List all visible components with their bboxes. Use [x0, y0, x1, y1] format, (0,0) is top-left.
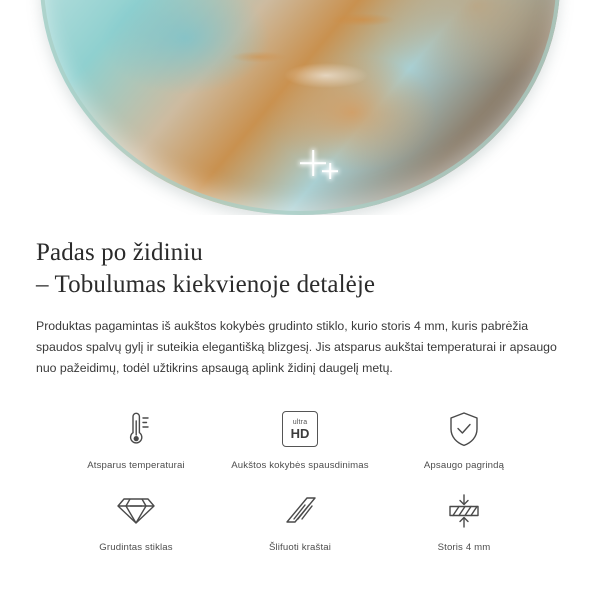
glass-plate-image: [40, 0, 560, 215]
hero-image: [0, 0, 600, 215]
feature-label: Grudintas stiklas: [99, 542, 173, 554]
content-block: [0, 215, 600, 553]
feature-item-polished-edges: [218, 487, 382, 553]
feature-item-print-quality: [218, 405, 382, 471]
shield-check-icon: [437, 405, 491, 453]
body-paragraph: Produktas pagamintas iš aukštos kokybės grudinto stiklo, kurio storis 4 mm, kuris pabrėžia spaudos spalvų gylį ir suteikia elegantišką blizgesį. Jis atsparus aukštai temperaturai ir apsaugo nuo pažeidimų, todėl užtikrins apsaugą aplink židinį daugelį metų.: [36, 319, 557, 376]
feature-label: Atsparus temperaturai: [87, 460, 185, 472]
feature-grid: [36, 405, 564, 553]
feature-label: Apsaugo pagrindą: [423, 460, 505, 472]
page-title: [36, 237, 564, 300]
ultra-hd-badge-icon: [273, 405, 327, 453]
headline-line-2: – Tobulumas kiekvienoje detalėje: [36, 270, 376, 298]
hd-badge: [282, 411, 318, 447]
polished-edge-icon: [273, 487, 327, 535]
feature-label: Šlifuoti kraštai: [268, 542, 332, 554]
feature-label: Aukštos kokybės spausdinimas: [231, 460, 369, 472]
headline-line-1: Padas po židiniu: [36, 239, 203, 266]
feature-item-surface-protection: [382, 405, 546, 471]
feature-item-thickness: [382, 487, 546, 553]
hd-badge-main-label: HD: [290, 425, 310, 441]
feature-item-temperature: [54, 405, 218, 471]
feature-label: Storis 4 mm: [437, 542, 491, 554]
diamond-icon: [109, 487, 163, 535]
thickness-arrows-icon: [437, 487, 491, 535]
feature-item-tempered-glass: [54, 487, 218, 553]
hd-badge-top-label: ultra: [292, 418, 308, 426]
thermometer-icon: [109, 405, 163, 453]
